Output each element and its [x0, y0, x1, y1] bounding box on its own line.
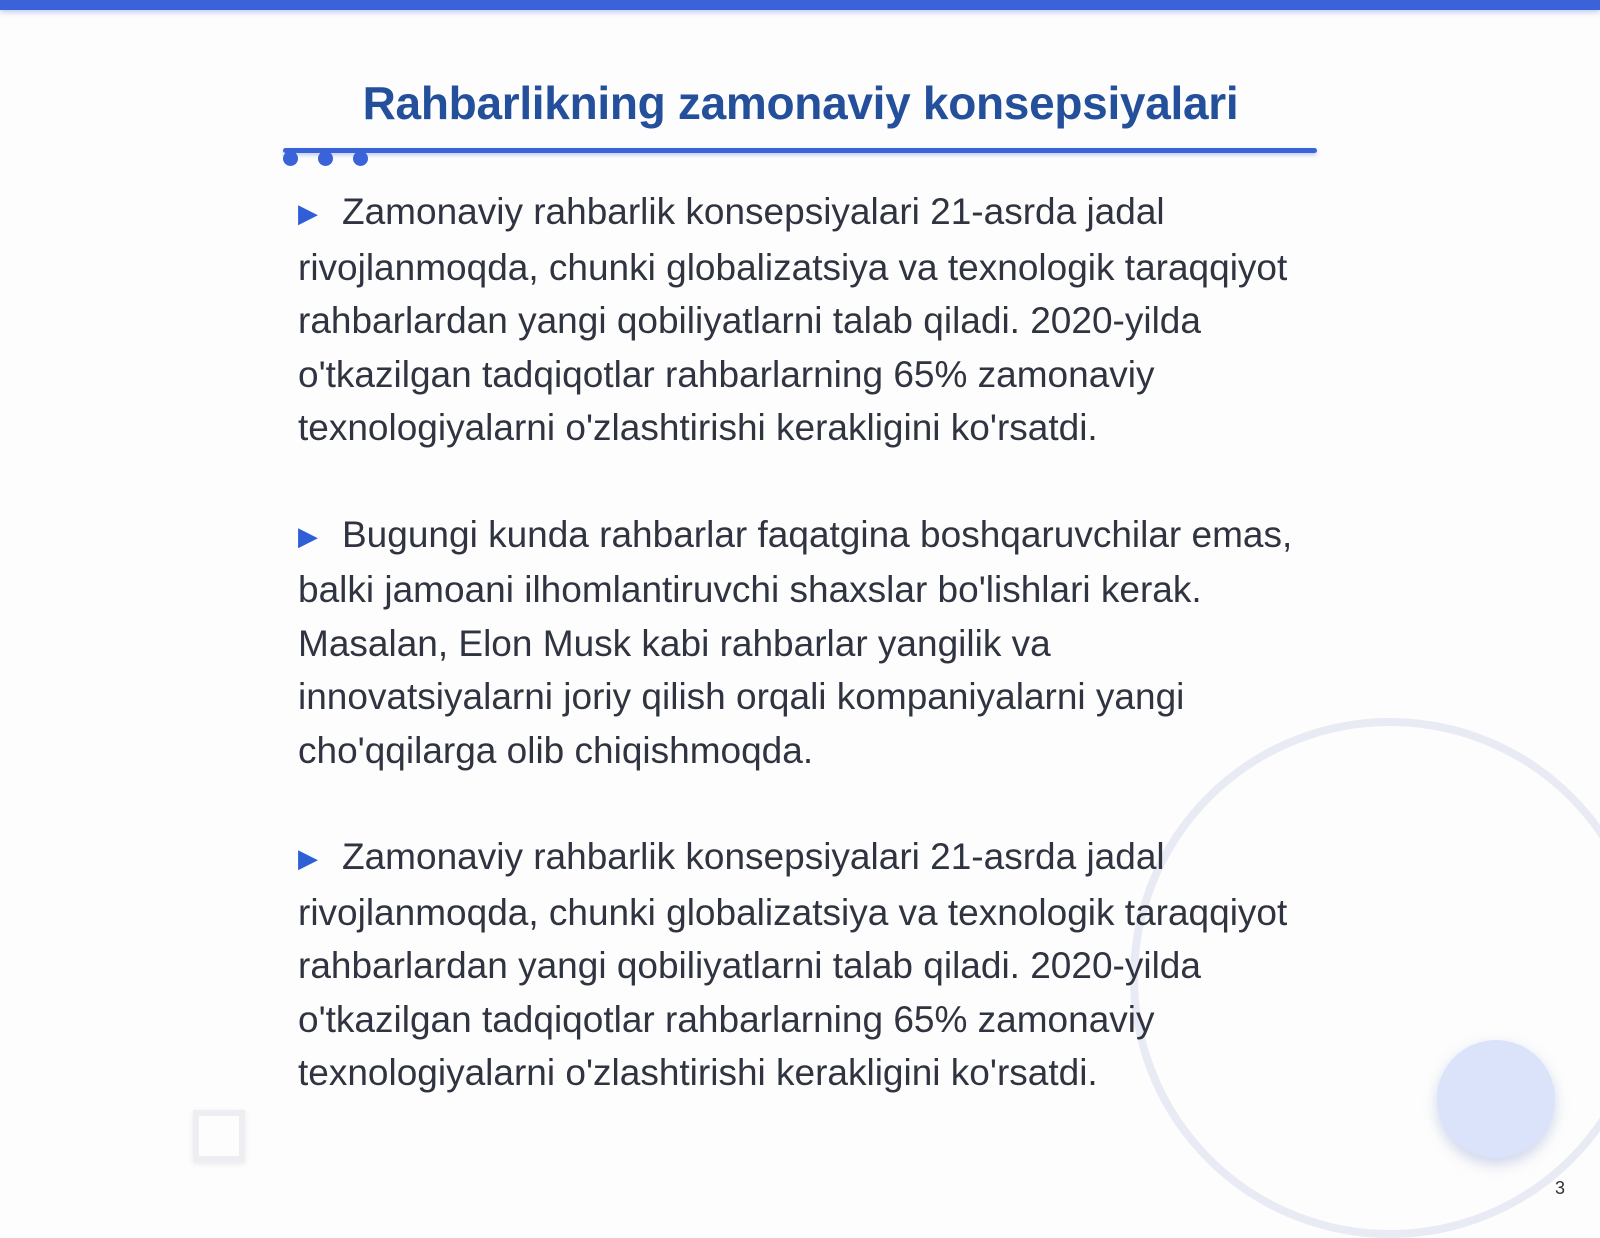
decorative-dot	[283, 151, 298, 166]
title-underline	[283, 148, 1317, 153]
paragraph-text: Bugungi kunda rahbarlar faqatgina boshqaruvchilar emas, balki jamoani ilhomlantiruvchi shaxslar bo'lishlari kerak. Masalan, Elon Musk kabi rahbarlar yangilik va innovatsiyalarni joriy qilish orqali kompaniyalarni yangi cho'qqilarga olib chiqishmoqda.	[298, 513, 1293, 771]
page-number: 3	[1555, 1178, 1566, 1198]
decorative-circle	[1437, 1040, 1555, 1158]
slide-title: Rahbarlikning zamonaviy konsepsiyalari	[362, 77, 1239, 129]
bullet-paragraph	[298, 185, 1298, 455]
bullet-paragraph	[298, 830, 1298, 1100]
triangle-right-icon: ▶	[298, 520, 318, 551]
paragraph-text: Zamonaviy rahbarlik konsepsiyalari 21-asrda jadal rivojlanmoqda, chunki globalizatsiya va texnologik taraqqiyot rahbarlardan yangi qobiliyatlarni talab qiladi. 2020-yilda o'tkazilgan tadqiqotlar rahbarlarning 65% zamonaviy texnologiyalarni o'zlashtirishi kerakligini ko'rsatdi.	[298, 191, 1288, 448]
paragraph-text: Zamonaviy rahbarlik konsepsiyalari 21-asrda jadal rivojlanmoqda, chunki globalizatsiya va texnologik taraqqiyot rahbarlardan yangi qobiliyatlarni talab qiladi. 2020-yilda o'tkazilgan tadqiqotlar rahbarlarning 65% zamonaviy texnologiyalarni o'zlashtirishi kerakligini ko'rsatdi.	[298, 836, 1288, 1093]
slide-body	[298, 185, 1298, 1153]
decorative-square	[193, 1110, 245, 1162]
decorative-dot	[318, 151, 333, 166]
triangle-right-icon: ▶	[298, 843, 318, 873]
top-accent-bar	[0, 0, 1600, 10]
bullet-paragraph	[298, 508, 1298, 778]
decorative-dot	[353, 151, 368, 166]
triangle-right-icon: ▶	[298, 198, 318, 228]
